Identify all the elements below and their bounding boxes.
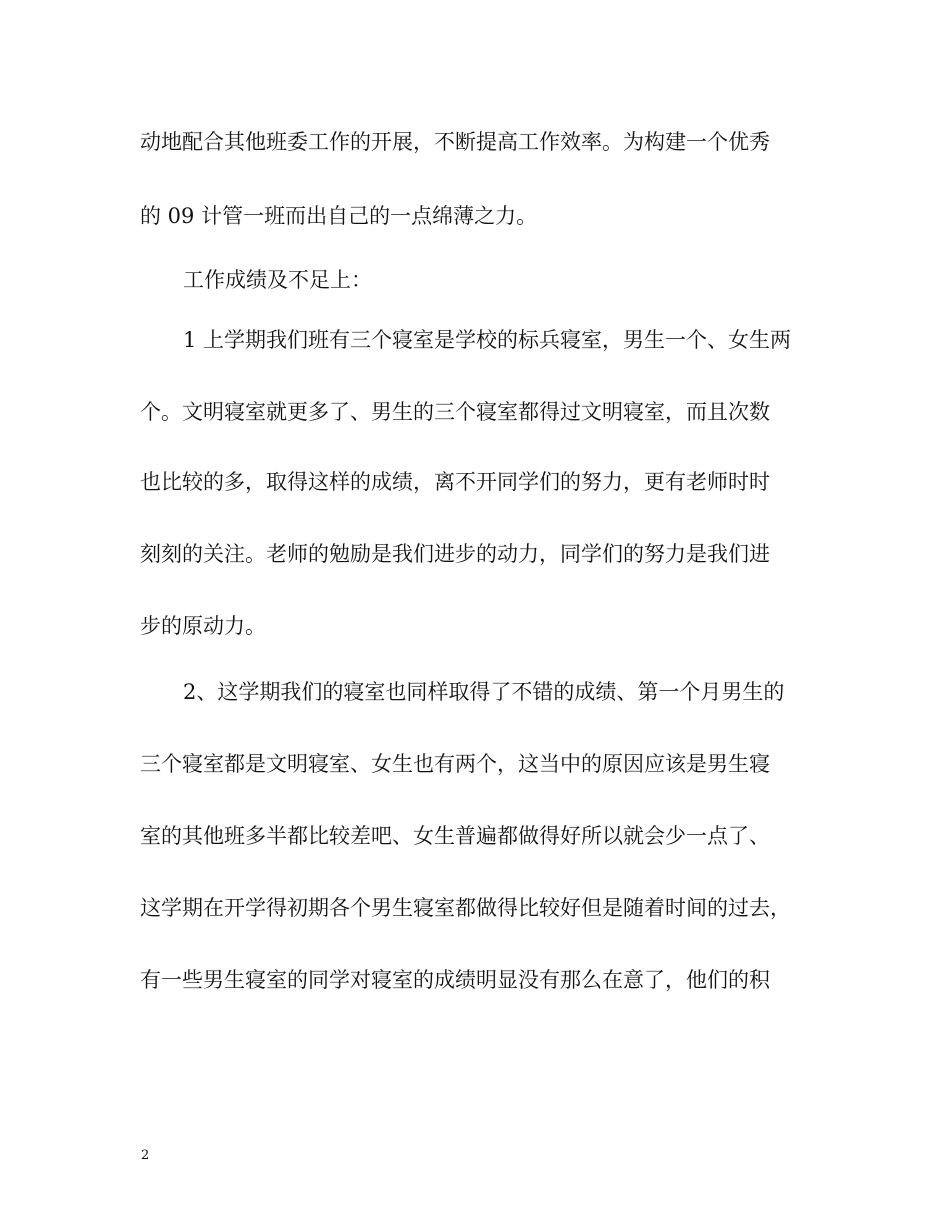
text-line: 刻刻的关注。老师的勉励是我们进步的动力，同学们的努力是我们进 xyxy=(140,542,770,566)
text-line: 三个寝室都是文明寝室、女生也有两个，这当中的原因应该是男生寝 xyxy=(140,752,770,776)
text-line: 1 上学期我们班有三个寝室是学校的标兵寝室，男生一个、女生两 xyxy=(183,328,792,352)
text-line: 步的原动力。 xyxy=(140,614,266,638)
section-heading: 工作成绩及不足上： xyxy=(183,268,372,292)
text-line: 2、这学期我们的寝室也同样取得了不错的成绩、第一个月男生的 xyxy=(183,680,785,704)
text-line: 室的其他班多半都比较差吧、女生普遍都做得好所以就会少一点了、 xyxy=(140,824,770,848)
text-line: 动地配合其他班委工作的开展，不断提高工作效率。为构建一个优秀 xyxy=(140,130,770,154)
text-line: 有一些男生寝室的同学对寝室的成绩明显没有那么在意了，他们的积 xyxy=(140,968,770,992)
text-line: 这学期在开学得初期各个男生寝室都做得比较好但是随着时间的过去， xyxy=(140,896,791,920)
text-line: 的 09 计管一班而出自己的一点绵薄之力。 xyxy=(140,204,538,228)
text-line: 个。文明寝室就更多了、男生的三个寝室都得过文明寝室，而且次数 xyxy=(140,400,770,424)
text-line: 也比较的多，取得这样的成绩，离不开同学们的努力，更有老师时时 xyxy=(140,470,770,494)
page-number: 2 xyxy=(141,1148,150,1163)
